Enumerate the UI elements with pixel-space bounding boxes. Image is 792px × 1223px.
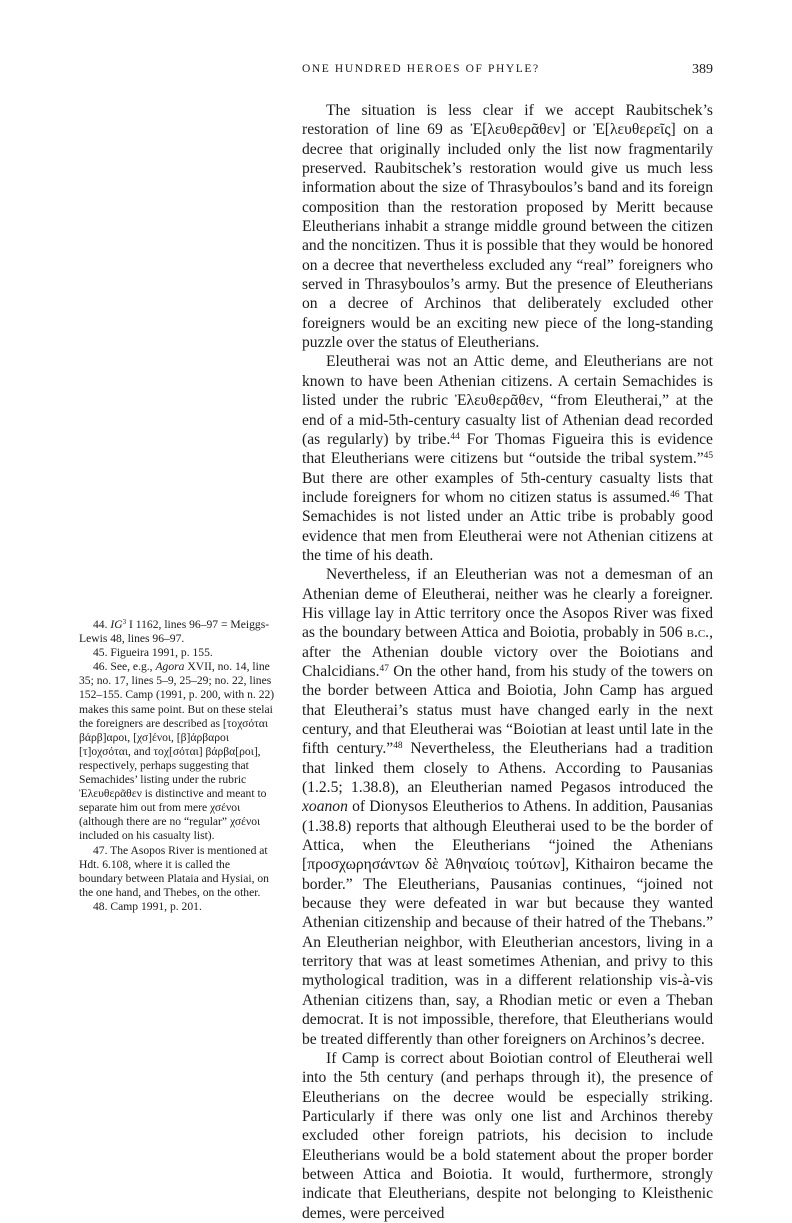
- footnote: 47. The Asopos River is mentioned at Hdt. 6.108, where it is called the boundary between Plataia and Hysiai, on the one hand, and Thebes, on the other.: [79, 843, 269, 899]
- footnotes: [79, 618, 276, 914]
- footnote: 45. Figueira 1991, p. 155.: [93, 646, 213, 660]
- footnote: 46. See, e.g., Agora XVII, no. 14, line 35; no. 17, lines 5–9, 25–29; no. 22, lines 152–155. Camp (1991, p. 200, with n. 22) makes this same point. But on these stelai the foreigners are described as [τοχσόται βάρβ]αροι, [χσ]ένοι, [β]άρβαροι [τ]οχσόται, and τοχ[σόται] βάρβα[ροι], respectively, perhaps suggesting that Semachides’ listing under the rubric Ἐλευθερᾶθεν is distinctive and meant to separate him out from mere χσένοι (although there are no “regular” χσένοι included on his casualty list).: [79, 660, 275, 843]
- footnote-ref: 44: [450, 431, 460, 442]
- footnote-ref: 46: [670, 489, 680, 500]
- running-title: ONE HUNDRED HEROES OF PHYLE?: [302, 63, 540, 75]
- main-text: [302, 101, 713, 1223]
- paragraph: If Camp is correct about Boiotian control of Eleutherai well into the 5th century (and perhaps through it), the presence of Eleutherians on the decree would be especially striking. Particularly if there was only one list and Archinos thereby excluded other foreign patriots, his decision to include Eleutherians would be a bold statement about the proper border between Attica and Boiotia. It would, furthermore, strongly indicate that Eleutherians, despite not belonging to Kleisthenic demes, were perceived: [302, 1049, 713, 1222]
- paragraph: Eleutherai was not an Attic deme, and Eleutherians are not known to have been Athenian citizens. A certain Semachides is listed under the rubric Ἐλευθερᾶθεν, “from Eleutherai,” at the end of a mid-5th-century casualty list of Athenian dead recorded (as regularly) by tribe.$^{44}$ For Thomas Figueira this is evidence that Eleutherians were citizens but “outside the tribal system.”$^{45}$ But there are other examples of 5th-century casualty lists that include foreigners for whom no citizen status is assumed.$^{46}$ That Semachides is not listed under an Attic tribe is probably good evidence that men from Eleutherai were not Athenian citizens at the time of his death.: [302, 353, 713, 564]
- paragraph: The situation is less clear if we accept Raubitschek’s restoration of line 69 as Ἐ[λευθερᾶθεν] or Ἐ[λευθερεῖς] on a decree that originally included only the list now fragmentarily preserved. Raubitschek’s restoration would give us much less information about the size of Thrasyboulos’s band and its foreign composition than the restoration proposed by Meritt because Eleutherians inhabit a strange middle ground between the citizen and the noncitizen. Thus it is possible that they would be honored on a decree that nevertheless excluded any “real” foreigners who served in Thrasyboulos’s army. But the presence of Eleutherians on a decree of Archinos that deliberately excluded other foreigners would be an exciting new piece of the long-standing puzzle over the status of Eleutherians.: [302, 102, 713, 352]
- footnote-ref: 45: [703, 451, 713, 462]
- footnote-ref: 48: [393, 741, 403, 752]
- footnote: 48. Camp 1991, p. 201.: [93, 899, 202, 913]
- running-head: [302, 63, 713, 83]
- paragraph: Nevertheless, if an Eleutherian was not a demesman of an Athenian deme of Eleutherai, neither was he clearly a foreigner. His village lay in Attic territory once the Asopos River was fixed as the boundary between Attica and Boiotia, probably in 506 b.c., after the Athenian double victory over the Boiotians and Chalcidians.$^{47}$ On the other hand, from his study of the towers on the border between Attica and Boiotia, John Camp has argued that Eleutherai’s status must have changed early in the next century, and that Eleutherai was “Boiotian at least until late in the fifth century.”$^{48}$ Nevertheless, the Eleutherians had a tradition that linked them closely to Athens. According to Pausanias (1.2.5; 1.38.8), an Eleutherian named Pegasos introduced the xoanon of Dionysos Eleutherios to Athens. In addition, Pausanias (1.38.8) reports that although Eleutherai used to be the border of Attica, when the Eleutherians “joined the Athenians [προσχωρησάντων δὲ Ἀθηναίοις τούτων], Kithairon became the border.” The Eleutherians, Pausanias continues, “joined not because they were defeated in war but because they wanted Athenian citizenship and because of their hatred of the Thebans.” An Eleutherian neighbor, with Eleutherian ancestors, living in a territory that was at least sometimes Athenian, and privy to this mythological tradition, was in a different relationship vis-à-vis Athenian citizens than, say, a Rhodian metic or even a Theban democrat. It is not impossible, therefore, that Eleutherians would be treated differently than other foreigners on Archinos’s decree.: [302, 566, 713, 1048]
- page-number: 389: [692, 62, 713, 77]
- footnote: 44. $IG^3$ I 1162, lines 96–97 = Meiggs-Lewis 48, lines 96–97.: [79, 618, 270, 646]
- footnote-ref: 47: [379, 663, 389, 674]
